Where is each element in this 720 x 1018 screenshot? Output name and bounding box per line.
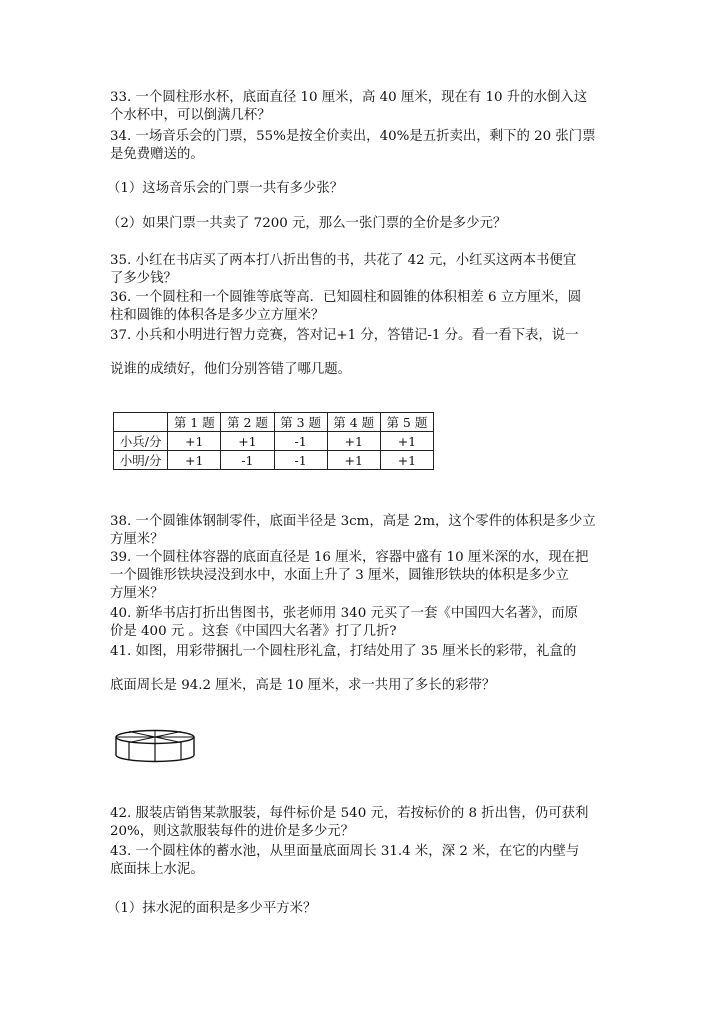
question-33-line-1: 33. 一个圆柱形水杯，底面直径 10 厘米，高 40 厘米，现在有 10 升的水倒入这 [110,90,588,105]
score-table-cell: -1 [274,432,327,451]
score-table-header-cell: 第 3 题 [274,413,327,432]
score-table-header-cell: 第 5 题 [380,413,433,432]
question-34-line-1: 34. 一场音乐会的门票，55%是按全价卖出，40%是五折卖出，剩下的 20 张门票 [110,129,596,144]
score-table-header-cell: 第 4 题 [327,413,380,432]
score-table-cell: -1 [274,451,327,470]
question-37-line-2: 说谁的成绩好，他们分别答错了哪几题。 [110,362,352,377]
question-39-line-2: 一个圆锥形铁块浸没到水中，水面上升了 3 厘米，圆锥形铁块的体积是多少立 [110,568,569,583]
score-table-cell: -1 [221,451,274,470]
score-table-cell: +1 [221,432,274,451]
score-table-cell: 小兵/分 [114,432,168,451]
score-table-header-cell [114,413,168,432]
question-42-line-1: 42. 服装店销售某款服装，每件标价是 540 元，若按标价的 8 折出售，仍可获利 [110,806,589,821]
question-34-sub-1: （1）这场音乐会的门票一共有多少张？ [107,181,344,196]
cylinder-gift-box-figure [114,728,196,764]
question-38-line-2: 方厘米？ [110,532,164,547]
score-table-row [114,451,434,470]
question-35-line-2: 了多少钱？ [110,271,177,286]
question-41-line-2: 底面周长是 94.2 厘米，高是 10 厘米，求一共用了多长的彩带？ [110,678,496,693]
score-table-cell: +1 [380,451,433,470]
score-table-cell: +1 [380,432,433,451]
question-38-line-1: 38. 一个圆锥体钢制零件，底面半径是 3cm，高是 2m，这个零件的体积是多少立 [110,514,596,529]
question-37-line-1: 37. 小兵和小明进行智力竞赛，答对记+1 分，答错记-1 分。看一看下表，说一 [110,328,579,343]
question-42-line-2: 20%，则这款服装每件的进价是多少元？ [110,824,355,839]
question-41-line-1: 41. 如图，用彩带捆扎一个圆柱形礼盒，打结处用了 35 厘米长的彩带，礼盒的 [110,644,577,659]
question-43-sub-1: （1）抹水泥的面积是多少平方米？ [107,901,317,916]
score-table-header-row [114,413,434,432]
question-36-line-1: 36. 一个圆柱和一个圆锥等底等高．已知圆柱和圆锥的体积相差 6 立方厘米，圆 [110,290,582,305]
score-table-header-cell: 第 1 题 [168,413,221,432]
question-39-line-3: 方厘米？ [110,586,164,601]
score-table [113,412,434,470]
score-table-cell: 小明/分 [114,451,168,470]
score-table-cell: +1 [327,432,380,451]
question-34-sub-2: （2）如果门票一共卖了 7200 元，那么一张门票的全价是多少元？ [107,216,507,231]
question-34-line-2: 是免费赠送的。 [110,147,204,162]
score-table-row [114,432,434,451]
score-table-header-cell: 第 2 题 [221,413,274,432]
question-39-line-1: 39. 一个圆柱体容器的底面直径是 16 厘米，容器中盛有 10 厘米深的水，现在把 [110,550,589,565]
question-43-line-1: 43. 一个圆柱体的蓄水池，从里面量底面周长 31.4 米，深 2 米，在它的内壁与 [110,844,580,859]
question-36-line-2: 柱和圆锥的体积各是多少立方厘米？ [110,308,325,323]
question-35-line-1: 35. 小红在书店买了两本打八折出售的书，共花了 42 元，小红买这两本书便宜 [110,253,577,268]
question-40-line-1: 40. 新华书店打折出售图书，张老师用 340 元买了一套《中国四大名著》，而原 [110,606,579,621]
question-33-line-2: 个水杯中，可以倒满几杯？ [110,108,271,123]
question-43-line-2: 底面抹上水泥。 [110,862,204,877]
score-table-cell: +1 [168,432,221,451]
score-table-cell: +1 [168,451,221,470]
question-40-line-2: 价是 400 元 。这套《中国四大名著》打了几折? [110,624,397,639]
score-table-cell: +1 [327,451,380,470]
